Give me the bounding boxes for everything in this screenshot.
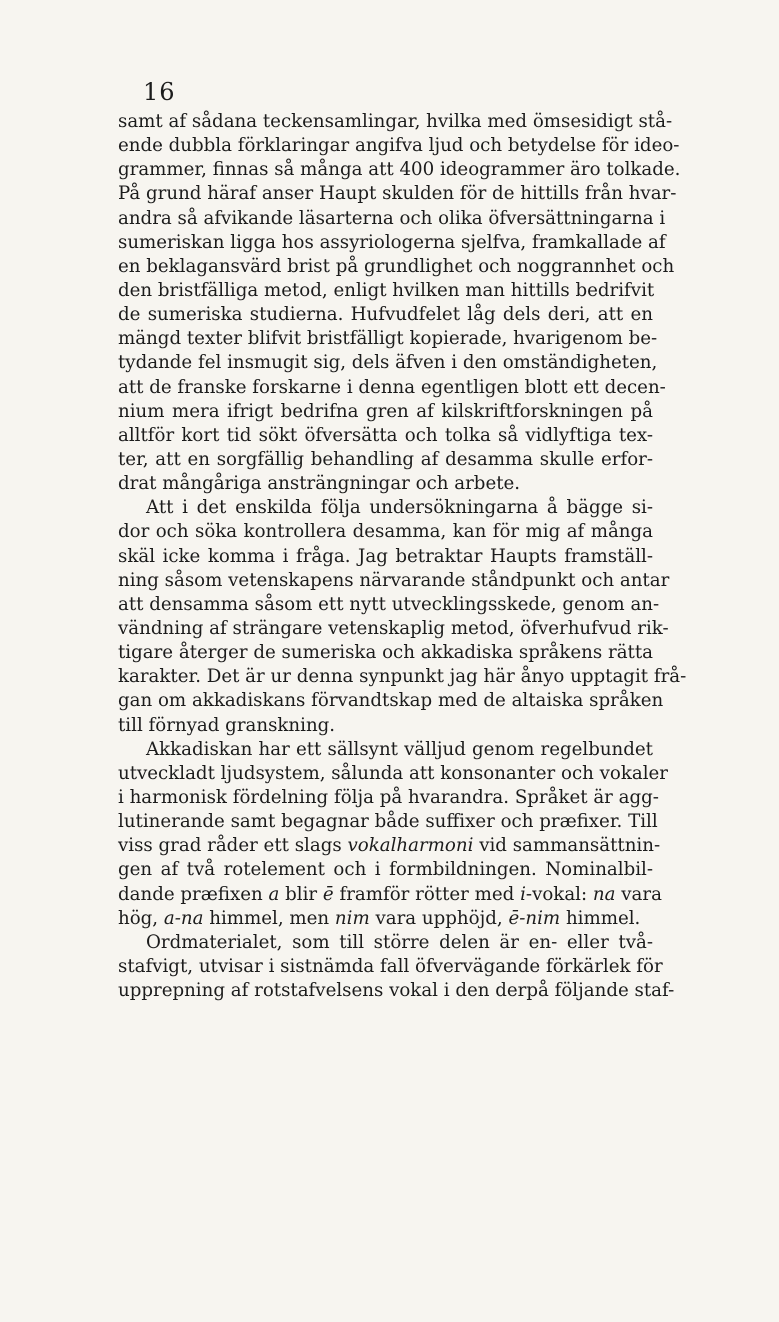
text-line: tigare återger de sumeriska och akkadiska språkens rätta (118, 642, 653, 664)
text-line: drat mångåriga ansträngningar och arbete. (118, 473, 521, 495)
text-line: Ordmaterialet, som till större delen är en- eller två- (146, 931, 653, 953)
italic-term: vokalharmoni (347, 835, 474, 857)
text-segment: himmel. (565, 907, 641, 929)
text-line (118, 834, 661, 858)
text-line: tydande fel insmugit sig, dels äfven i den omständigheten, (118, 352, 658, 374)
text-line: ende dubbla förklaringar angifva ljud och betydelse för ideo- (118, 135, 680, 157)
text-line: stafvigt, utvisar i sistnämda fall öfvervägande förkärlek för (118, 955, 663, 977)
text-line: alltför kort tid sökt öfversätta och tolka så vidlyftiga tex- (118, 424, 653, 446)
page-number: 16 (143, 78, 176, 106)
text-segment: hög, (118, 907, 159, 929)
text-line: grammer, finnas så många att 400 ideogrammer äro tolkade. (118, 159, 681, 181)
text-line: till förnyad granskning. (118, 714, 336, 736)
text-line: gan om akkadiskans förvandtskap med de altaiska språken (118, 690, 664, 712)
text-segment: himmel, men (209, 907, 330, 929)
text-segment: vid sammansättnin- (479, 835, 661, 857)
text-line: gen af två rotelement och i formbildningen. Nominalbil- (118, 859, 653, 881)
body-text (118, 110, 687, 1003)
italic-term: i (520, 883, 526, 905)
text-line: upprepning af rotstafvelsens vokal i den derpå följande staf- (118, 980, 675, 1002)
text-segment: -vokal: (525, 883, 588, 905)
italic-term: nim (334, 907, 370, 929)
text-line: utveckladt ljudsystem, sålunda att konsonanter och vokaler (118, 762, 669, 784)
text-line: nium mera ifrigt bedrifna gren af kilskriftforskningen på (118, 400, 653, 422)
text-line: karakter. Det är ur denna synpunkt jag här ånyo upptagit frå- (118, 666, 687, 688)
text-line: Akkadiskan har ett sällsynt välljud genom regelbundet (146, 738, 653, 760)
text-line (118, 907, 653, 931)
text-line: ning såsom vetenskapens närvarande ståndpunkt och antar (118, 569, 670, 591)
italic-term: ē-nim (508, 907, 561, 929)
text-line: samt af sådana teckensamlingar, hvilka med ömsesidigt stå- (118, 111, 673, 132)
text-line: dor och söka kontrollera desamma, kan för mig af många (118, 521, 653, 543)
text-line: Att i det enskilda följa undersökningarna å bägge si- (146, 497, 653, 519)
text-segment: framför rötter med (339, 883, 515, 905)
text-line: ter, att en sorgfällig behandling af desamma skulle erfor- (118, 448, 653, 470)
italic-term: a-na (163, 907, 204, 929)
text-line (118, 883, 662, 907)
text-line: skäl icke komma i fråga. Jag betraktar Haupts framställ- (118, 545, 653, 567)
text-line: att densamma såsom ett nytt utvecklingsskede, genom an- (118, 593, 660, 615)
text-line: att de franske forskarne i denna egentligen blott ett decen- (118, 376, 666, 398)
text-segment: vara upphöjd, (375, 907, 503, 929)
italic-term: a (268, 883, 280, 905)
text-segment: vara (621, 883, 662, 905)
text-segment: dande præfixen (118, 883, 263, 905)
text-line: mängd texter blifvit bristfälligt kopierade, hvarigenom be- (118, 328, 658, 350)
text-line: andra så afvikande läsarterna och olika öfversättningarna i (118, 207, 666, 229)
text-line: en beklagansvärd brist på grundlighet och noggrannhet och (118, 255, 675, 277)
italic-term: ē (322, 883, 334, 905)
text-line: vändning af strängare vetenskaplig metod, öfverhufvud rik- (118, 617, 669, 639)
text-line: lutinerande samt begagnar både suffixer och præfixer. Till (118, 811, 658, 833)
text-line: i harmonisk fördelning följa på hvarandra. Språket är agg- (118, 786, 659, 808)
text-line: sumeriskan ligga hos assyriologerna sjelfva, framkallade af (118, 231, 666, 253)
italic-term: na (592, 883, 616, 905)
text-line: de sumeriska studierna. Hufvudfelet låg dels deri, att en (118, 304, 653, 326)
text-line: den bristfälliga metod, enligt hvilken man hittills bedrifvit (118, 279, 655, 301)
text-line: På grund häraf anser Haupt skulden för de hittills från hvar- (118, 183, 677, 205)
text-segment: blir (285, 883, 318, 905)
text-segment: viss grad råder ett slags (118, 835, 342, 857)
